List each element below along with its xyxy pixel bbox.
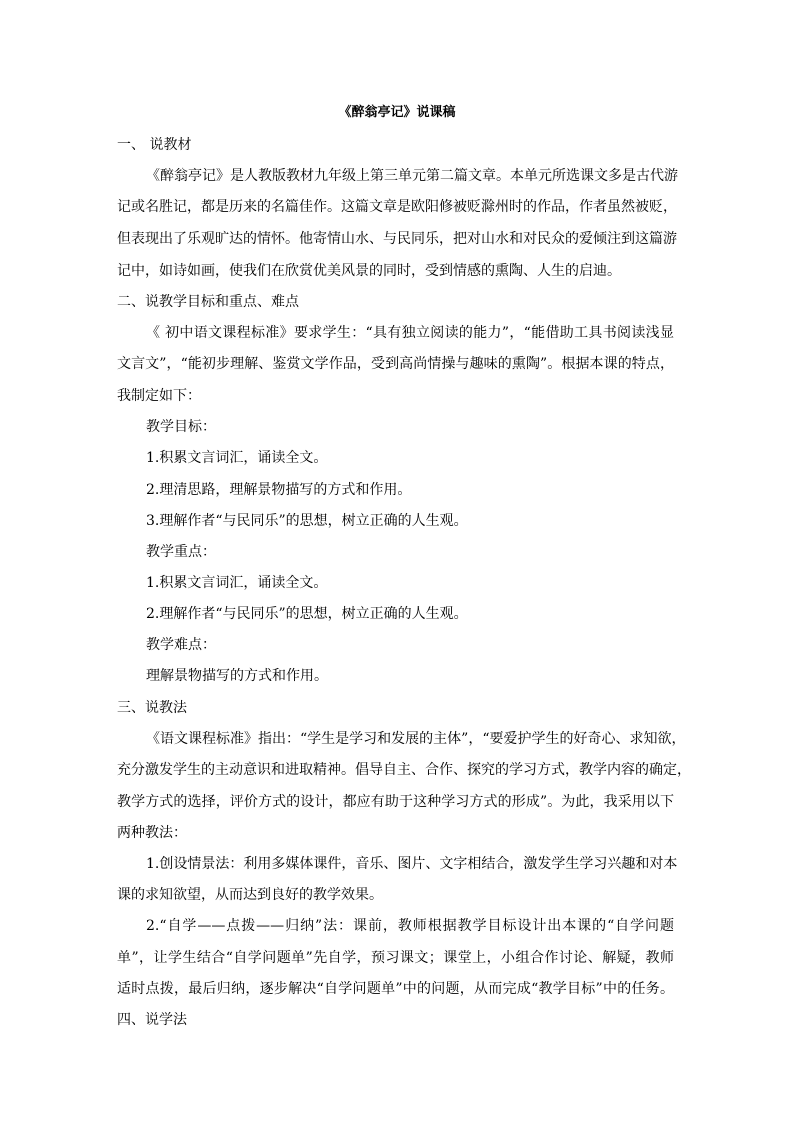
method-item: 2.“自学——点拨——归纳”法：课前，教师根据教学目标设计出本课的“自学问题 [146,918,674,934]
section-heading-2: 二、说教学目标和重点、难点 [117,294,299,310]
goals-label: 教学目标： [146,419,216,435]
section-heading-3: 三、说教法 [117,700,187,716]
section-heading-4: 四、说学法 [117,1012,187,1028]
difficulty-label: 教学难点： [146,637,216,653]
method-item-cont: 适时点拨，最后归纳，逐步解决“自学问题单”中的问题，从而完成“教学目标”中的任务。 [117,981,674,997]
section-heading-1: 一、 说教材 [117,137,192,153]
focus-label: 教学重点： [146,544,216,560]
paragraph-line: 《醉翁亭记》是人教版教材九年级上第三单元第二篇文章。本单元所选课文多是古代游 [146,168,678,184]
method-item: 1.创设情景法：利用多媒体课件，音乐、图片、文字相结合，激发学生学习兴趣和对本 [146,856,678,872]
difficulty-item: 理解景物描写的方式和作用。 [146,668,328,684]
document-title: 《醉翁亭记》说课稿 [338,105,456,120]
paragraph-line: 《 初中语文课程标准》要求学生：“具有独立阅读的能力”，“能借助工具书阅读浅显 [146,325,674,341]
paragraph-line: 记或名胜记，都是历来的名篇佳作。这篇文章是欧阳修被贬滁州时的作品，作者虽然被贬， [117,199,677,215]
paragraph-line: 但表现出了乐观旷达的情怀。他寄情山水、与民同乐，把对山水和对民众的爱倾注到这篇游 [117,231,677,247]
paragraph-line: 两种教法： [117,825,187,841]
focus-item: 1.积累文言词汇，诵读全文。 [146,575,328,591]
goal-item: 3.理解作者“与民同乐”的思想，树立正确的人生观。 [146,513,468,529]
method-item-cont: 课的求知欲望，从而达到良好的教学效果。 [117,887,383,903]
paragraph-line: 充分激发学生的主动意识和进取精神。倡导自主、合作、探究的学习方式，教学内容的确定， [117,762,691,778]
goal-item: 1.积累文言词汇，诵读全文。 [146,450,328,466]
paragraph-line: 教学方式的选择，评价方式的设计，都应有助于这种学习方式的形成”。为此，我采用以下 [117,794,674,810]
paragraph-line: 《语文课程标准》指出：“学生是学习和发展的主体”，“要爱护学生的好奇心、求知欲， [146,731,686,747]
paragraph-line: 记中，如诗如画，使我们在欣赏优美风景的同时，受到情感的熏陶、人生的启迪。 [117,263,621,279]
goal-item: 2.理清思路，理解景物描写的方式和作用。 [146,482,412,498]
focus-item: 2.理解作者“与民同乐”的思想，树立正确的人生观。 [146,606,468,622]
method-item-cont: 单”，让学生结合“自学问题单”先自学，预习课文；课堂上，小组合作讨论、解疑，教师 [117,950,674,966]
paragraph-line: 我制定如下： [117,388,201,404]
paragraph-line: 文言文”，“能初步理解、鉴赏文学作品，受到高尚情操与趣味的熏陶”。根据本课的特点， [117,356,674,372]
